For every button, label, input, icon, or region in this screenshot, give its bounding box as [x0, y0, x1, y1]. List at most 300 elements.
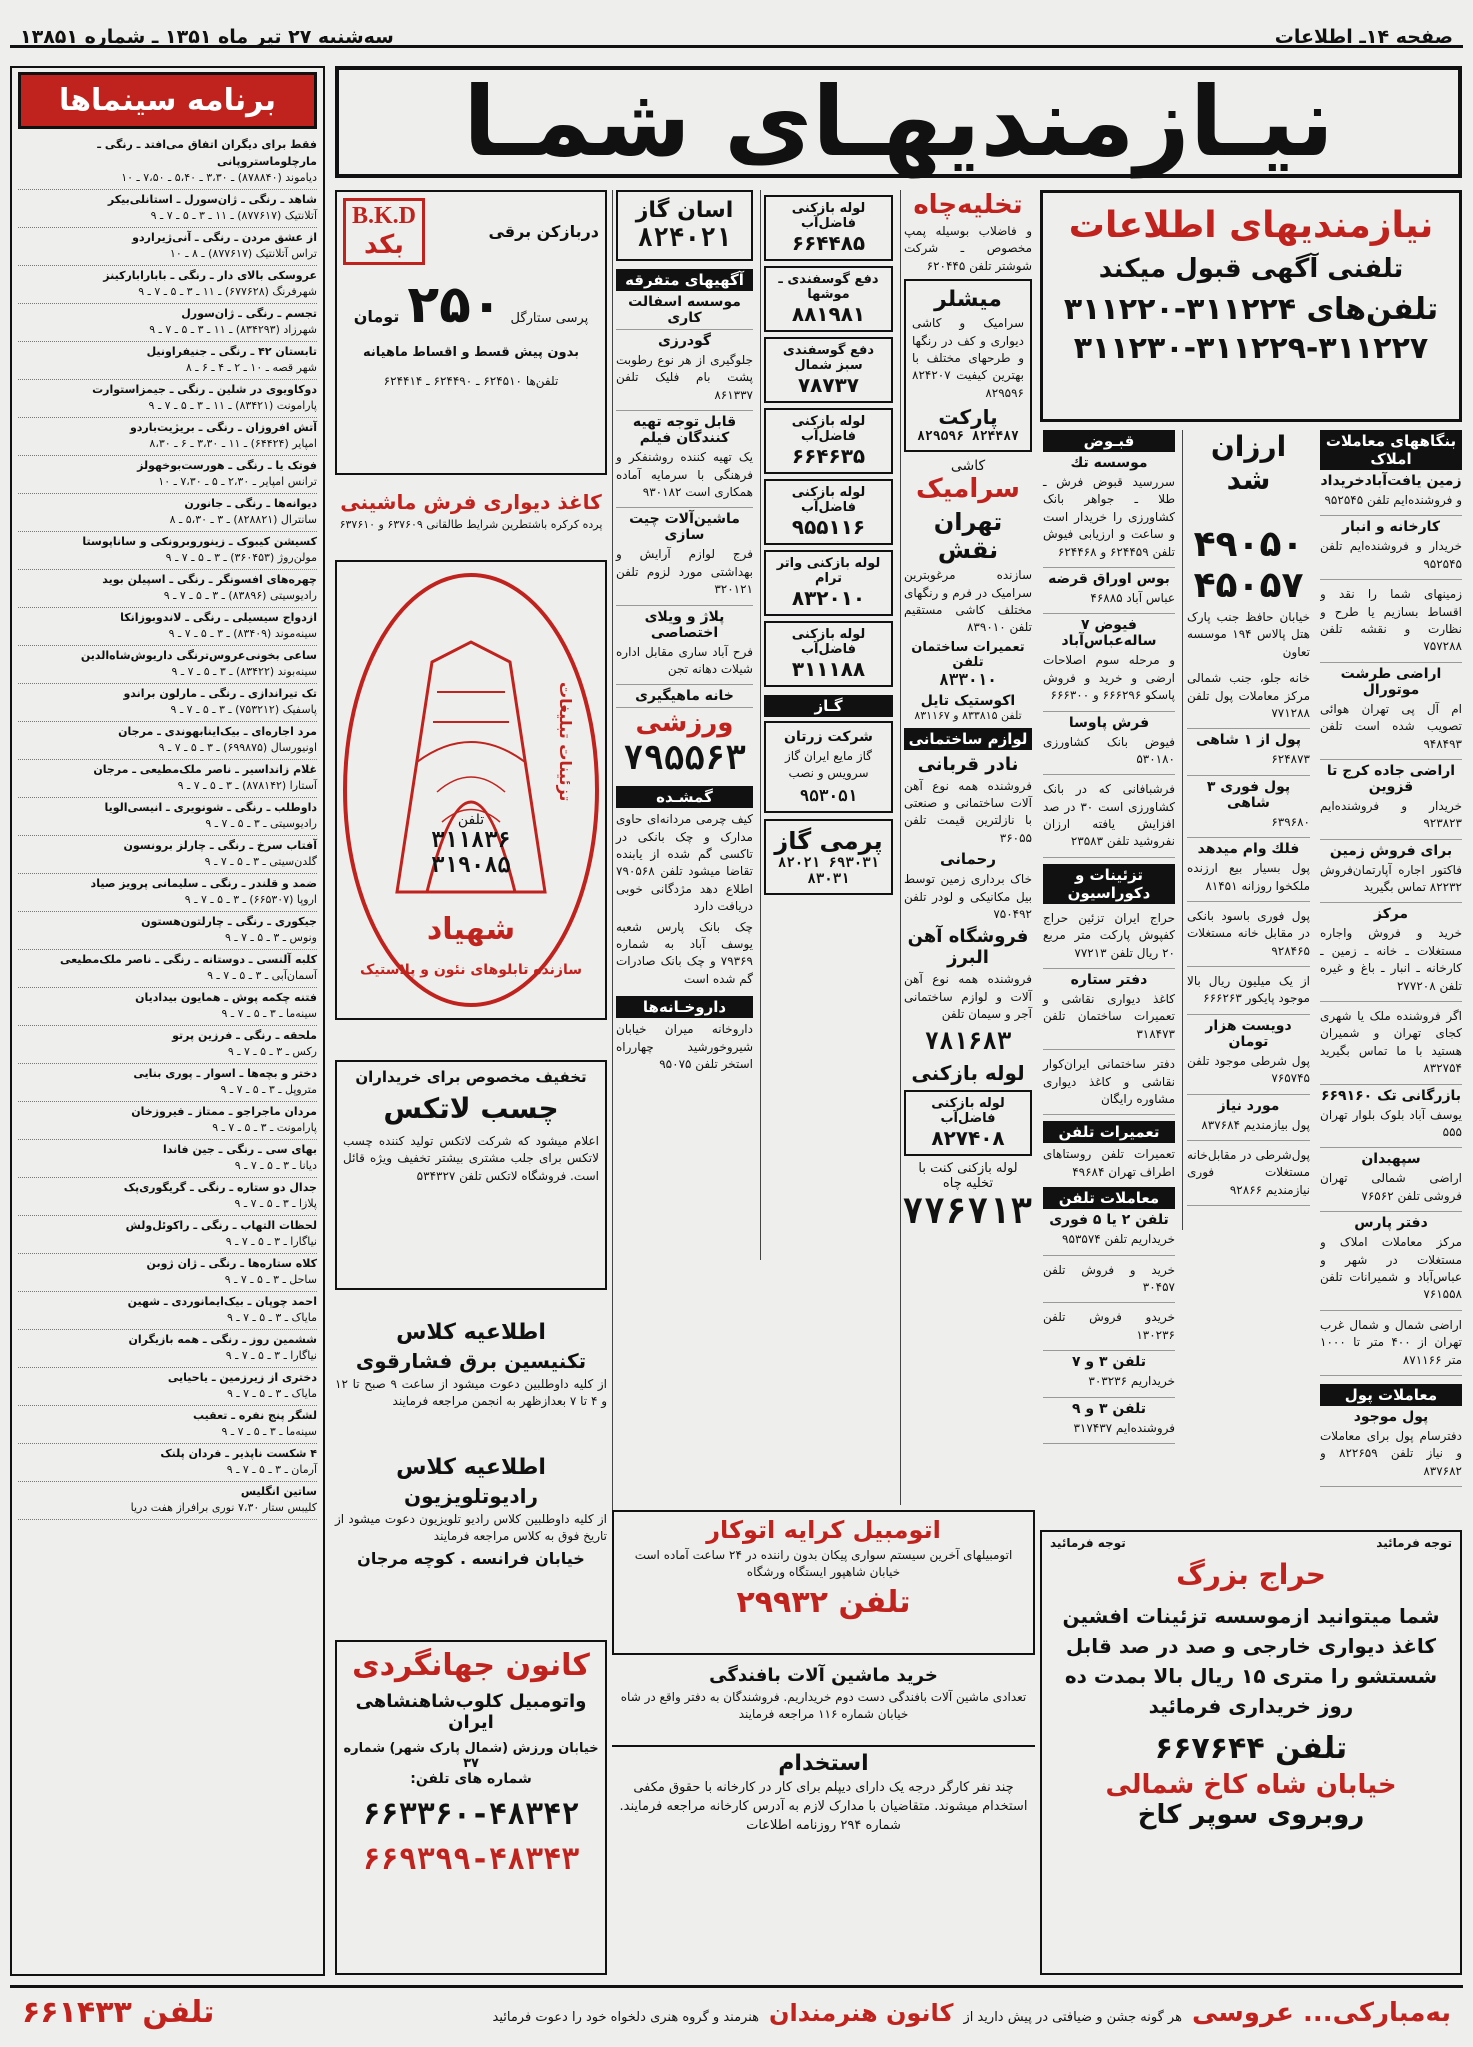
- cinema-halls: پاسفیک (۷۵۳۲۱۲) ـ ۳ ـ ۵ ـ ۷ ـ ۹: [170, 703, 317, 716]
- cinema-film-name: ساتین انگلیس: [240, 1484, 317, 1498]
- cinema-halls: سینه‌موند (۸۳۴۰۹) ـ ۳ ـ ۵ ـ ۷ ـ ۹: [168, 627, 317, 640]
- gaz-company: شرکت زرتان: [784, 729, 873, 745]
- footer-kanoon-text: هنرمند و گروه هنری دلخواه خود را دعوت فرمائید: [492, 2009, 759, 2025]
- cinema-halls: شهرفرنگ (۶۷۷۶۲۸) ـ ۱۱ ـ ۳ ـ ۵ ـ ۷ ـ ۹: [138, 285, 317, 298]
- pipe-ad-phone: ۳۱۱۱۸۸: [791, 657, 866, 681]
- cinema-item: [18, 570, 317, 608]
- classified-ad-text: خرید و فروش واجاره مستغلات ـ خانه ـ زمین ـ کارخانه ـ انبار ـ باغ و غیره تلفن ۲۷۷۲۰۸: [1320, 926, 1462, 993]
- classified-ad: [1043, 1351, 1175, 1397]
- classified-ad-title: فلك وام میدهد: [1197, 841, 1300, 858]
- classified-ad: [1320, 903, 1462, 1002]
- deco-list: [1043, 904, 1175, 1116]
- classified-ad-title: پلاژ و ویلای اختصاصی: [644, 608, 725, 641]
- column-pipes: [760, 190, 896, 1260]
- pipe-ad-phone: ۶۶۴۴۸۵: [791, 231, 866, 255]
- bkd-price-label: پرسی ستارگل: [510, 311, 589, 326]
- classified-ad-title: برای فروش زمین: [1329, 842, 1453, 859]
- classified-ad: [1043, 1303, 1175, 1351]
- kanoon-phones-1: ۶۶۳۳۶۰-۴۸۳۴۲: [362, 1797, 580, 1832]
- classified-ad: [1043, 568, 1175, 614]
- mischler-title: میشلر: [934, 287, 1002, 313]
- cinema-film-name: ساعی بخونی‌عروس‌ترنگی داریوش‌شاه‌الدین: [80, 648, 317, 662]
- column-arzan: [1182, 430, 1314, 1230]
- mashin-ad: [612, 1665, 1035, 1740]
- column-amlak: [1320, 430, 1462, 1490]
- classified-ad-title: موسسه اسفالت کاری: [628, 294, 741, 326]
- cinema-item: [18, 1140, 317, 1178]
- classified-ad: [1320, 1148, 1462, 1212]
- cinema-film-name: ۴ شکست ناپذیر ـ فردان پلنک: [160, 1446, 317, 1460]
- pipe-ad-title: لوله بازکنی واتر ترام: [776, 556, 881, 586]
- classified-ad-text: زمینهای شما را نقد و اقساط بسازیم یا طرح و نظارت و نقشه تلفن ۷۵۷۲۸۸: [1320, 587, 1462, 654]
- kanoon-phones-2: ۶۶۹۳۹۹-۴۸۳۴۳: [362, 1842, 580, 1877]
- etelaat-title: نیازمندیهای اطلاعات: [1068, 205, 1434, 246]
- cinema-halls: آرمان ـ ۳ ـ ۵ ـ ۷ ـ ۹: [226, 1463, 317, 1476]
- cinema-halls: رکس ـ ۳ ـ ۵ ـ ۷ ـ ۹: [227, 1045, 317, 1058]
- tamir-label: تعمیرات ساختمان تلفن: [911, 639, 1025, 670]
- pipe-ad-phone: ۶۶۴۶۳۵: [791, 444, 866, 468]
- acoustic-phones: تلفن ۸۳۳۸۱۵ و ۸۳۱۱۶۷: [914, 708, 1022, 722]
- pipe-cleaning-ad: [764, 408, 893, 474]
- cinema-film-name: کلاه ستاره‌ها ـ رنگی ـ ژان ژوبن: [146, 1256, 317, 1270]
- classified-ad-title: تلفن ۲ یا ۵ فوری: [1049, 1212, 1169, 1229]
- otomobil-phone: تلفن ۲۹۹۳۲: [736, 1584, 911, 1620]
- haraj-note-right: توجه فرمائید: [1376, 1536, 1452, 1550]
- cinema-film-name: جیکوری ـ رنگی ـ چارلتون‌هستون: [141, 914, 317, 928]
- arzan-title: ارزان شد: [1210, 430, 1287, 496]
- shahyad-phone-label: تلفن: [457, 812, 485, 828]
- ghoboos-heading: قبـوض: [1043, 430, 1175, 452]
- pipe-ad-title: دفع گوسفندی ـ موشها: [778, 272, 879, 302]
- alborz-phone: ۷۸۱۶۸۳: [924, 1026, 1012, 1055]
- asan-gaz-phone: ۸۲۴۰۲۱: [637, 223, 732, 253]
- amlak-list: [1320, 470, 1462, 1376]
- classified-ad-title: دویست هزار تومان: [1205, 1017, 1292, 1050]
- footer-bar: [10, 1985, 1463, 2037]
- cinema-halls: اروپا (۶۶۵۳۰۷) ـ ۳ ـ ۵ ـ ۷ ـ ۹: [184, 893, 317, 906]
- pipes-list: [764, 195, 893, 687]
- classified-ad-title: زمین یافت‌آباد‌خریداد: [1320, 473, 1462, 489]
- bkd-text: بدون پیش قسط و اقساط ماهیانه: [363, 345, 579, 360]
- classified-ad-title: بازرگانی تک ۶۶۹۱۶۰: [1320, 1087, 1462, 1104]
- classified-ad-text: دفتر ساختمانی ایران‌کوار نقاشی و کاغذ دیواری مشاوره رایگان: [1043, 1057, 1175, 1106]
- cinema-halls: آتلانتیک (۸۷۷۶۱۷) ـ ۱۱ ـ ۳ ـ ۵ ـ ۷ ـ ۹: [150, 209, 317, 222]
- classified-ad: [1187, 1095, 1310, 1141]
- classified-ad: [1043, 1050, 1175, 1115]
- classified-ad: [1320, 663, 1462, 760]
- classified-ad-text: ام آل پی تهران هوائی تصویب شده است تلفن ۹۴۸۴۹۳: [1320, 701, 1462, 751]
- pipe-cleaning-ad: [764, 479, 893, 545]
- cinema-halls: امپایر (۶۴۴۲۴) ـ ۱۱ ـ ۳،۳۰ ـ ۶ ـ ۸،۳۰: [149, 437, 317, 450]
- takhlie-text: و فاضلاب بوسیله پمپ مخصوص ـ شرکت شوشتر تلفن ۶۲۰۴۴۵: [904, 224, 1032, 273]
- klas-1-title: اطلاعیه کلاس: [396, 1320, 546, 1345]
- classified-ad-text: فرشبافانی که در بانک کشاورزی است ۳۰ در صد افزایش یافته ارزان نفروشید تلفن ۲۳۵۸۳: [1043, 782, 1175, 849]
- classified-ad: [1187, 1141, 1310, 1206]
- otomobil-title: اتومبیل کرایه اتوکار: [706, 1516, 941, 1544]
- classified-ad: [616, 508, 753, 605]
- asan-gaz-title: اسان گاز: [635, 198, 734, 223]
- cinema-halls: مولن‌روژ (۳۶۰۴۵۳) ـ ۳ ـ ۵ ـ ۷ ـ ۹: [165, 551, 317, 564]
- classified-ad-text: خریدار و فروشنده‌ایم تلفن ۹۵۲۵۴۵: [1320, 539, 1462, 571]
- etelaat-phones-2: ۳۱۱۲۳۰-۳۱۱۲۲۹-۳۱۱۲۲۷: [1073, 331, 1429, 366]
- cinema-film-name: تابستان ۴۲ ـ رنگی ـ جنیفراونیل: [146, 344, 317, 358]
- classified-ad: [1043, 969, 1175, 1050]
- cinema-item: [18, 380, 317, 418]
- classified-ad: [1043, 1256, 1175, 1304]
- cinema-item: [18, 950, 317, 988]
- mashin-title: خرید ماشین آلات بافندگی: [709, 1665, 938, 1686]
- perry-gaz-title: پرمی گاز: [774, 826, 883, 855]
- kanoon-address: خیابان ورزش (شمال پارک شهر) شماره ۳۷: [343, 1741, 599, 1771]
- asan-gaz-ad: [616, 190, 753, 261]
- footer-kanoon-honar: کانون هنرمندان: [768, 1998, 954, 2027]
- cinema-film-name: مرد اجاره‌ای ـ بیک‌اینا‌بهوندی ـ مرجان: [118, 724, 317, 738]
- klas-1-ad: [335, 1320, 607, 1450]
- cinema-item: [18, 1292, 317, 1330]
- loole-title: لوله بازکنی: [911, 1060, 1025, 1085]
- cinema-item: [18, 228, 317, 266]
- cinema-film-name: تجسم ـ رنگی ـ ژان‌سورل: [181, 306, 317, 320]
- tamir-phone: ۸۳۳۰۱۰: [939, 669, 997, 689]
- classified-ad-title: سپهبدان: [1361, 1151, 1421, 1168]
- bkd-brand: B.K.D: [352, 203, 417, 229]
- bkd-phones: تلفن‌ها ۶۲۴۵۱۰ ـ ۶۲۴۴۹۰ ـ ۶۲۴۴۱۴: [383, 374, 559, 388]
- classified-ad-text: خریداریم تلفن ۹۵۳۵۷۴: [1062, 1232, 1175, 1247]
- cinema-halls: نیاگارا ـ ۳ ـ ۵ ـ ۷ ـ ۹: [225, 1235, 317, 1248]
- classified-ad: [616, 291, 753, 330]
- cinema-film-name: چهره‌های افسونگر ـ رنگی ـ اسپیلن بوید: [102, 572, 317, 586]
- classified-ad: [1320, 580, 1462, 663]
- classified-ad-text: خرید و فروش تلفن ۳۰۴۵۷: [1043, 1262, 1175, 1294]
- cinema-halls: گلدن‌سیتی ـ ۳ ـ ۵ ـ ۷ ـ ۹: [204, 855, 317, 868]
- cinema-film-name: فوتک یا ـ رنگی ـ هورست‌بوخهولز: [137, 458, 317, 472]
- chasb-ad: [335, 1060, 607, 1290]
- cinema-item: [18, 1102, 317, 1140]
- deco-heading: تزئینات و دکوراسیون: [1043, 864, 1175, 904]
- classified-ad-title: گودرزی: [657, 333, 712, 349]
- kanoon-phones-label: شماره های تلفن:: [410, 1771, 532, 1787]
- arzan-text: خیابان حافظ جنب پارک هتل پالاس ۱۹۴ موسسه تعاون: [1187, 610, 1311, 659]
- kanoon-subtitle: واتومبیل کلوب‌شاهنشاهی ایران: [355, 1691, 587, 1733]
- pipe-cleaning-ad: [764, 266, 893, 332]
- cinema-item: [18, 874, 317, 912]
- classified-ad: [1043, 904, 1175, 969]
- cinema-film-name: کسیشن کیبوک ـ زینوروبرونکی و ساناپوستا: [82, 534, 317, 548]
- kanoon-title: کانون جهانگردی: [352, 1648, 590, 1683]
- cinema-item: [18, 342, 317, 380]
- cinema-item: [18, 135, 317, 190]
- lavazem-heading: لوازم ساختمانی: [904, 728, 1032, 750]
- arzan-list: [1187, 664, 1310, 1206]
- page-number-label: صفحه ۱۴ـ اطلاعات: [1274, 26, 1453, 48]
- classified-ad: [1320, 1085, 1462, 1149]
- cinema-film-name: دوکاویوی در شلین ـ رنگی ـ جیمزاستوارت: [92, 382, 317, 396]
- cinema-item: [18, 1368, 317, 1406]
- cinema-item: [18, 836, 317, 874]
- classified-ad: [1320, 840, 1462, 904]
- otomobil-ad: [612, 1510, 1035, 1655]
- column-motefaregheh: [612, 190, 756, 1540]
- motefaregheh-list: [616, 291, 753, 708]
- perry-gaz-phones: ۶۹۳۰۳۱ ۸۲۰۲۱ ۸۳۰۳۱: [777, 854, 880, 887]
- pipe-ad-title: لوله بازکنی فاضل‌آب: [791, 201, 866, 231]
- shahyad-ad: [335, 560, 607, 1020]
- cinema-item: [18, 646, 317, 684]
- arzan-number-2: ۴۵۰۵۷: [1193, 565, 1304, 606]
- cinema-item: [18, 1064, 317, 1102]
- pipe-ad-title: لوله بازکنی فاضل‌آب: [791, 627, 866, 657]
- cinema-halls: پلازا ـ ۳ ـ ۵ ـ ۷ ـ ۹: [234, 1197, 317, 1210]
- cinema-halls: تراس آتلانتیک (۸۷۷۶۱۷) ـ ۸ ـ ۱۰: [169, 247, 317, 260]
- cinema-item: [18, 1178, 317, 1216]
- etelaat-phones-1: تلفن‌های ۳۱۱۲۲۴-۳۱۱۲۲۰: [1063, 292, 1439, 327]
- cinema-film-name: جدال دو ستاره ـ رنگی ـ گریگوری‌پک: [123, 1180, 317, 1194]
- cinema-halls: شهر قصه ـ ۱۰ ـ ۲ ـ ۴ ـ ۶ ـ ۸: [185, 361, 317, 374]
- mischler-text: سرامیک و کاشی دیواری و کف در رنگها و طرحهای مختلف با بهترین کیفیت ۸۲۴۲۰۷ ۸۲۹۵۹۶: [912, 316, 1024, 400]
- classified-ad-title: فیوض ۷ ساله‌عباس‌آباد: [1061, 617, 1157, 650]
- mashin-text: تعدادی ماشین آلات بافندگی دست دوم خریداریم. فروشندگان به دفتر واقع در شاه خیابان شماره ۱۱۶ مراجعه فرمایند: [620, 1690, 1027, 1722]
- nader-text: فروشنده همه نوع آهن آلات ساختمانی و صنعتی با نازلترین قیمت تلفن ۳۶۰۵۵: [904, 778, 1032, 845]
- classified-ad-text: خریدار و فروشنده‌ایم ۹۲۳۸۲۳: [1320, 798, 1462, 831]
- estekhdam-text: چند نفر کارگر درجه یک دارای دیپلم برای کار در کارخانه با حقوق مکفی استخدام میشوند. متقاضیان با مدارک لازم به آدرس کارخانه مراجعه فرمایند. شماره ۲۹۴ روزنامه اطلاعات: [619, 1780, 1028, 1833]
- shahyad-phone-1: ۳۱۱۸۳۶: [431, 828, 511, 853]
- classified-ad: [1187, 664, 1310, 729]
- cinema-item: [18, 608, 317, 646]
- pool-list: [1320, 1406, 1462, 1490]
- classified-ad-title: اراضی طرشت موتورال: [1340, 665, 1442, 698]
- cinema-item: [18, 912, 317, 950]
- cinema-film-name: دیوانه‌ها ـ رنگی ـ جانورن: [184, 496, 317, 510]
- classified-ad-title: پول موجود: [1353, 1408, 1429, 1425]
- classified-ad-title: دفتر ستاره: [1070, 972, 1148, 989]
- rahmani-text: خاک برداری زمین توسط بیل مکانیکی و لودر تلفن ۷۵۰۴۹۲: [904, 872, 1032, 922]
- cinema-item: [18, 190, 317, 228]
- chasb-product: چسب لاتکس: [383, 1092, 559, 1125]
- cinema-item: [18, 988, 317, 1026]
- arzan-number-1: ۴۹۰۵۰: [1193, 524, 1304, 565]
- pipe-ad-phone: ۸۳۲۰۱۰: [791, 586, 866, 610]
- classified-ad-title: خانه ماهیگیری: [635, 688, 734, 705]
- cinema-halls: سانترال (۸۲۸۸۲۱) ـ ۳ ـ ۵،۳۰ ـ ۸: [169, 513, 317, 526]
- tehran-naghsh-title: تهران نقش: [933, 508, 1003, 565]
- classified-ad-text: اگر فروشنده ملک یا شهری کجای تهران و شمیران هستید با ما تماس بگیرید ۸۳۲۷۵۴: [1320, 1009, 1462, 1076]
- loole-box-title: لوله بازکنی فاضل‌آب: [931, 1095, 1005, 1126]
- cinema-item: [18, 722, 317, 760]
- classified-ad-title: پول از ۱ شاهی: [1195, 732, 1302, 749]
- classified-ad: [1187, 967, 1310, 1015]
- gaz-ad: [764, 721, 893, 813]
- cinema-film-name: غلام زانداسیر ـ ناصر ملک‌مطیعی ـ مرجان: [93, 762, 317, 776]
- parket-phones: ۸۲۴۴۸۷ ۸۲۹۵۹۶: [917, 429, 1019, 445]
- alborz-title: فروشگاه آهن البرز: [907, 926, 1029, 969]
- classified-ad: [1320, 1212, 1462, 1311]
- cinema-halls: آسمان‌آبی ـ ۳ ـ ۵ ـ ۷ ـ ۹: [207, 969, 317, 982]
- classified-ad-text: حراج ایران تزئین حراج کفپوش پارکت متر مربع ۲۰ ریال تلفن ۷۷۲۱۳: [1043, 910, 1175, 960]
- cinema-halls: ونوس ـ ۳ ـ ۵ ـ ۷ ـ ۹: [224, 931, 317, 944]
- otomobil-text: اتومبیلهای آخرین سیستم سواری پیکان بدون راننده در ۲۴ ساعت آماده است خیابان شاهپور ایستگاه ورشگاه: [634, 1548, 1013, 1580]
- cinema-film-name: لشگر پنج نفره ـ تعقیب: [193, 1408, 317, 1422]
- cinema-halls: متروپل ـ ۳ ـ ۵ ـ ۷ ـ ۹: [220, 1083, 317, 1096]
- cinema-halls: شهرزاد (۸۳۴۲۹۳) ـ ۱۱ ـ ۳ ـ ۵ ـ ۷ ـ ۹: [149, 323, 317, 336]
- cinema-item: [18, 1444, 317, 1482]
- classified-ad-title: تلفن ۳ و ۷: [1071, 1354, 1147, 1371]
- klas-2-ad: [335, 1455, 607, 1595]
- mischler-ad: [904, 279, 1032, 452]
- classified-ad-text: ۶۲۴۸۷۳: [1271, 752, 1310, 767]
- classified-ad-title: قابل توجه تهیه کنندگان فیلم: [632, 414, 737, 447]
- cinema-film-name: آتش افروزان ـ رنگی ـ بریژیت‌باردو: [129, 420, 317, 434]
- classified-ad-text: عباس آباد ۴۶۸۸۵: [1090, 590, 1175, 605]
- cinema-item: [18, 1254, 317, 1292]
- klas-1-text: از کلیه داوطلبین دعوت میشود از ساعت ۹ صبح تا ۱۲ و ۴ تا ۷ بعدازظهر به انجمن مراجعه فرمایند: [335, 1377, 607, 1409]
- classified-ad: [1187, 1015, 1310, 1095]
- pipe-ad-phone: ۹۵۵۱۱۶: [791, 515, 866, 539]
- cinema-item: [18, 1482, 317, 1520]
- cinema-halls: مایاک ـ ۳ ـ ۵ ـ ۷ ـ ۹: [226, 1387, 317, 1400]
- haraj-note-left: توجه فرمائید: [1050, 1536, 1126, 1550]
- page-header: [10, 8, 1463, 48]
- classified-ad-text: فرج لوازم آرایش و بهداشتی مورد لزوم تلفن ۳۲۰۱۲۱: [616, 547, 753, 597]
- cinema-halls: دیانا ـ ۳ ـ ۵ ـ ۷ ـ ۹: [234, 1159, 317, 1172]
- classified-ad-title: بوس اوراق قرضه: [1048, 570, 1170, 587]
- cinema-film-name: فقط برای دیگران اتفاق می‌افتد ـ رنگی ـ مارچلوماستروپانی: [97, 138, 317, 168]
- cinema-film-name: شاهد ـ رنگی ـ ژان‌سورل ـ استانلی‌بیکر: [107, 192, 317, 206]
- bkd-brand-fa: بکد: [364, 230, 404, 260]
- classified-ad-title: کارخانه و انبار: [1341, 519, 1441, 536]
- bkd-price: ۲۵۰: [407, 275, 503, 335]
- classified-ad-text: پول بسیار بیع ارزنده ملکخوا روزانه ۸۱۴۵۱: [1187, 861, 1310, 893]
- cinema-item: [18, 760, 317, 798]
- classified-ad: [616, 606, 753, 686]
- classified-ad: [1320, 470, 1462, 516]
- classified-ad: [616, 685, 753, 708]
- shahyad-name: شهیاد: [426, 912, 516, 947]
- daroo-heading: داروخـانه‌ها: [616, 996, 753, 1018]
- footer-arousi: به‌مبارکی... عروسی: [1191, 1997, 1451, 2028]
- pipe-ad-phone: ۷۸۷۳۷: [797, 373, 860, 397]
- cinema-item: [18, 532, 317, 570]
- cinema-film-name: ضمد و قلندر ـ رنگی ـ سلیمانی پرویز صیاد: [90, 876, 317, 890]
- klas-2-title: اطلاعیه کلاس: [396, 1455, 546, 1480]
- cinema-halls: اونیورسال (۶۹۹۸۷۵) ـ ۳ ـ ۵ ـ ۷ ـ ۹: [158, 741, 317, 754]
- cinema-item: [18, 1406, 317, 1444]
- kashi-label: کاشی: [950, 458, 986, 475]
- kaghaz-title: کاغذ دیواری فرش ماشینی: [340, 490, 602, 514]
- cinema-film-name: از عشق مردن ـ رنگی ـ آنی‌ژیراردو: [132, 230, 317, 244]
- cinema-halls: سینه‌بوند (۸۳۴۲۲) ـ ۳ ـ ۵ ـ ۷ ـ ۹: [171, 665, 317, 678]
- classified-ad: [1043, 1398, 1175, 1444]
- klas-1-subtitle: تکنیسین برق فشارقوی: [355, 1349, 587, 1373]
- moamelat-list: [1043, 1209, 1175, 1444]
- classified-ad-text: فرح آباد ساری مقابل اداره شیلات دهانه تجن: [616, 644, 753, 676]
- cinema-film-name: ازدواج سیسیلی ـ رنگی ـ لاندوبوزانکا: [120, 610, 317, 624]
- takhlie-title: تخلیه‌چاه: [913, 190, 1023, 220]
- pipe-ad-phone: ۸۸۱۹۸۱: [791, 302, 866, 326]
- gaz-heading: گـاز: [764, 695, 893, 717]
- cinema-column: [10, 66, 325, 1976]
- cinema-film-name: آفتاب سرخ ـ رنگی ـ چارلز برونسون: [123, 838, 317, 852]
- haraj-street: خیابان شاه کاخ شمالی: [1105, 1770, 1397, 1800]
- pipe-ad-title: لوله بازکنی فاضل‌آب: [791, 485, 866, 515]
- classified-ad-text: پول فوری باسود بانکی در مقابل خانه مستغلات ۹۲۸۴۶۵: [1187, 908, 1310, 958]
- cinema-film-name: عروسکی بالای دار ـ رنگی ـ بابارابارکینز: [103, 268, 317, 282]
- chasb-title: تخفیف مخصوص برای خریداران: [355, 1068, 587, 1086]
- cinema-item: [18, 304, 317, 342]
- bkd-subtitle: دربازکن برقی: [488, 222, 599, 241]
- cinema-title: برنامه سینماها: [18, 72, 317, 129]
- shahyad-phone-2: ۳۱۹۰۸۵: [431, 853, 511, 878]
- klas-2-address: خیابان فرانسه . کوچه مرجان: [357, 1548, 585, 1568]
- classified-ad: [1043, 712, 1175, 776]
- classified-ad-text: یک تهیه کننده روشنفکر و فرهنگی با سرمایه آماده همکاری است ۹۳۰۱۸۲: [616, 450, 753, 499]
- kaghaz-text: پرده کرکره باشتطرین شرایط طالقانی ۶۳۷۶۰۹ و ۶۳۷۶۱۰: [339, 518, 603, 531]
- cinema-item: [18, 418, 317, 456]
- classified-ad-text: فروشنده‌ایم ۳۱۷۴۳۷: [1073, 1420, 1175, 1435]
- cinema-list: [18, 135, 317, 1520]
- cinema-item: [18, 1216, 317, 1254]
- cinema-halls: ساحل ـ ۳ ـ ۵ ـ ۷ ـ ۹: [224, 1273, 317, 1286]
- classified-ad: [1043, 614, 1175, 711]
- etelaat-subtitle: تلفنی آگهی قبول میکند: [1098, 254, 1404, 284]
- cinema-film-name: تک تیراندازی ـ رنگی ـ مارلون براندو: [123, 686, 317, 700]
- classified-ad: [1320, 760, 1462, 840]
- classified-ad-title: ماشین‌آلات چیت سازی: [629, 511, 740, 544]
- acoustic-title: اکوستیک تایل: [920, 692, 1016, 709]
- gaz-phones: ۹۵۳۰۵۱: [799, 785, 858, 805]
- cinema-film-name: لحظات التهاب ـ رنگی ـ راکوئل‌ولش: [125, 1218, 317, 1232]
- classified-ad: [1320, 516, 1462, 580]
- haraj-ad: [1040, 1530, 1462, 1975]
- haraj-opposite: روبروی سوپر کاخ: [1137, 1800, 1365, 1830]
- classified-ad-title: مرکز: [1373, 906, 1409, 923]
- classified-ad-text: فیوض بانک کشاورزی ۵۳۰۱۸۰: [1043, 734, 1175, 766]
- cinema-film-name: فتنه چکمه پوش ـ همایون بیدادیان: [135, 990, 317, 1004]
- classified-ad-text: اراضی شمالی تهران فروشی تلفن ۷۶۵۶۲: [1320, 1171, 1462, 1203]
- estekhdam-title: استخدام: [778, 1751, 869, 1776]
- classified-ad-text: و فروشنده‌ایم تلفن ۹۵۲۵۴۵: [1324, 493, 1462, 507]
- parket-title: پارکت: [938, 405, 998, 430]
- gaz-text: گاز مایع ایران گاز سرویس و نصب: [784, 749, 873, 781]
- pipe-cleaning-ad: [764, 550, 893, 616]
- classified-ad-text: و مرحله سوم اصلاحات ارضی و خرید و فروش پاسکو ۶۶۶۲۹۶ و ۶۶۶۳۰۰: [1043, 653, 1175, 703]
- classified-ad-title: موسسه تك: [1070, 455, 1148, 471]
- classified-ad-text: اراضی شمال و شمال غرب تهران از ۴۰۰ متر تا ۱۰۰۰ متر ۸۷۱۱۶۶: [1320, 1317, 1462, 1367]
- classified-ad-text: سررسید قبوض فرش ـ طلا ـ جواهر بانک کشاورزی را خریدار است و ساعت و ارزیابی فیوش تلفن ۶۲۴۴۵۹ و ۶۲۴۴۶۸: [1043, 475, 1175, 559]
- classified-ad-title: مورد نیاز: [1217, 1097, 1280, 1114]
- classified-ad: [1320, 1487, 1462, 1490]
- footer-arousi-text: هر گونه جشن و ضیافتی در پیش دارید از: [963, 2009, 1182, 2025]
- column-ghoboos: [1040, 430, 1178, 1520]
- haraj-text: شما میتوانید ازموسسه تزئینات افشین کاغذ دیواری خارجی و صد در صد قابل شستشو را متری ۱۵ ریال بالا بمدت ده روز خریداری فرمائید: [1062, 1604, 1440, 1718]
- kanoon-ad: [335, 1640, 607, 1975]
- classified-ad-title: پول فوری ۳ شاهی: [1206, 778, 1291, 811]
- classified-ad: [1187, 776, 1310, 838]
- classified-ad-text: پول بیازمندیم ۸۳۷۶۸۴: [1201, 1117, 1310, 1132]
- classified-ad-text: از یک میلیون ریال بالا موجود پایکور ۶۶۶۲۶۳: [1187, 974, 1310, 1006]
- cinema-item: [18, 266, 317, 304]
- cinema-item: [18, 494, 317, 532]
- varzeshi-title: ورزشی: [635, 708, 734, 739]
- cinema-film-name: بهای سی ـ رنگی ـ جین فاندا: [163, 1142, 317, 1156]
- cinema-item: [18, 456, 317, 494]
- gomshodeh-text: کیف چرمی مردانه‌ای حاوی مدارک و چک بانکی در تاکسی گم شده از یابنده تقاضا میشود تلفن ۷۹۰۵۶۸ اطلاع دهد مژدگانی خوبی دریافت دارد: [616, 812, 753, 914]
- cinema-halls: نیاگارا ـ ۳ ـ ۵ ـ ۷ ـ ۹: [225, 1349, 317, 1362]
- cinema-halls: ترانس امپایر ـ ۲،۳۰ ـ ۵ ـ ۷،۳۰ ـ ۱۰: [158, 475, 317, 488]
- tehran-naghsh-text: سازنده مرغوبترین سرامیک در فرم و رنگهای مختلف کاشی مستقیم تلفن ۸۳۹۰۱۰: [904, 568, 1032, 635]
- classified-ad-text: پول‌شرطی در مقابل‌خانه مستغلات فوری نیازمندیم ۹۲۸۶۶: [1187, 1148, 1310, 1197]
- loole-box-phone: ۸۲۷۴۰۸: [931, 1125, 1005, 1150]
- loole2-title: لوله بازکنی کنت با تخلیه چاه: [918, 1160, 1018, 1191]
